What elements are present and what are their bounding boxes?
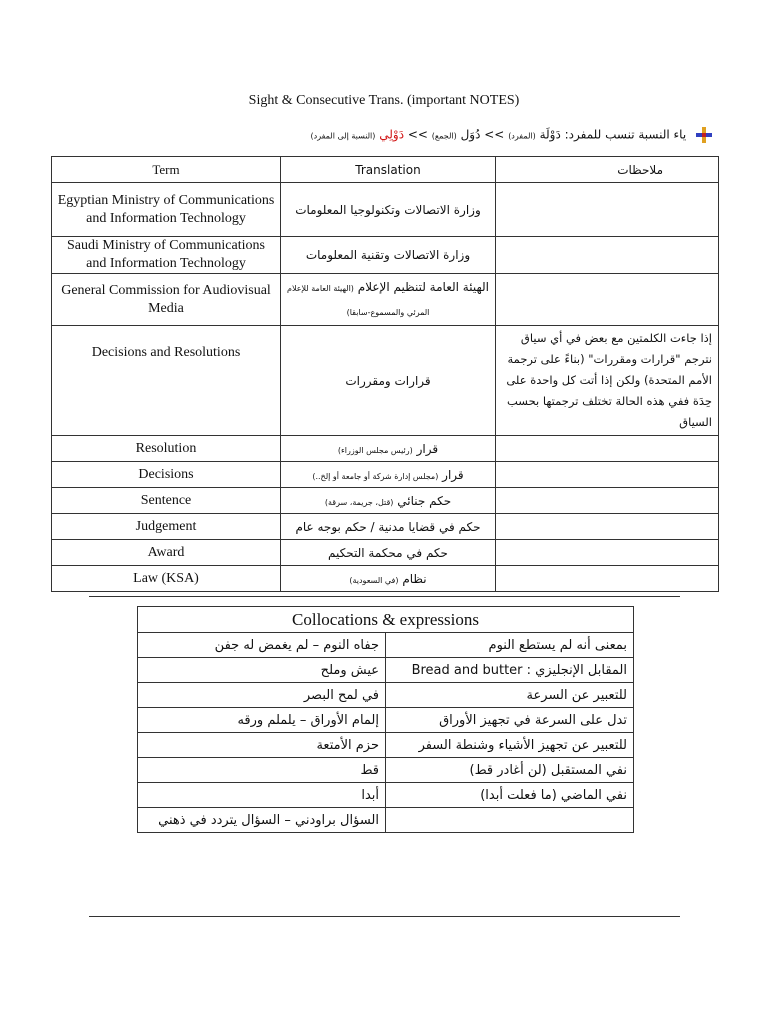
note-part1-small: (المفرد)	[508, 131, 536, 141]
note-part1: ياء النسبة تنسب للمفرد: دَوْلَة	[539, 127, 687, 142]
remark-cell	[496, 274, 719, 326]
table-row	[52, 566, 719, 592]
expression-cell: السؤال براودني – السؤال يتردد في ذهني	[138, 808, 386, 833]
expression-cell: إلمام الأوراق – يلملم ورقه	[138, 708, 386, 733]
expression-cell: في لمح البصر	[138, 683, 386, 708]
translation-cell	[281, 462, 496, 488]
term-cell: Sentence	[52, 488, 281, 514]
meaning-cell: للتعبير عن السرعة	[386, 683, 634, 708]
translation-text: وزارة الاتصالات وتقنية المعلومات	[305, 248, 471, 262]
table-row	[52, 514, 719, 540]
meaning-cell: نفي المستقبل (لن أغادر قط)	[386, 758, 634, 783]
term-cell: Decisions and Resolutions	[52, 326, 281, 436]
note-part2-small: (الجمع)	[431, 131, 457, 141]
collocations-header-row	[138, 607, 634, 633]
term-cell: Decisions	[52, 462, 281, 488]
translation-cell	[281, 274, 496, 326]
translation-note: (قتل، جريمة، سرقة)	[324, 497, 394, 507]
term-cell: Saudi Ministry of Communications and Information Technology	[52, 237, 281, 274]
collocations-table	[137, 606, 634, 833]
term-cell: General Commission for Audiovisual Media	[52, 274, 281, 326]
term-cell: Award	[52, 540, 281, 566]
table-row	[52, 436, 719, 462]
translation-cell	[281, 514, 496, 540]
table-row	[52, 183, 719, 237]
translation-note: (في السعودية)	[349, 575, 399, 585]
remark-cell	[496, 462, 719, 488]
meaning-cell	[386, 808, 634, 833]
translation-cell	[281, 183, 496, 237]
term-cell: Egyptian Ministry of Communications and Information Technology	[52, 183, 281, 237]
table-row	[138, 758, 634, 783]
remark-cell	[496, 183, 719, 237]
remark-cell	[496, 488, 719, 514]
meaning-cell: المقابل الإنجليزي : Bread and butter	[386, 658, 634, 683]
translation-text: حكم جنائي	[397, 493, 452, 508]
translation-cell	[281, 488, 496, 514]
table-row	[52, 540, 719, 566]
note-part2: >> دُوَل	[460, 127, 505, 142]
table-row	[138, 658, 634, 683]
translation-cell	[281, 237, 496, 274]
translation-text: قرارات ومقررات	[345, 373, 431, 388]
remark-cell	[496, 436, 719, 462]
note-part3: >>	[407, 127, 428, 142]
translation-text: حكم في محكمة التحكيم	[328, 545, 448, 560]
divider	[89, 916, 680, 917]
translation-cell	[281, 566, 496, 592]
table-row	[138, 733, 634, 758]
expression-cell: جفاه النوم – لم يغمض له جفن	[138, 633, 386, 658]
translation-text: حكم في قضايا مدنية / حكم بوجه عام	[295, 519, 481, 534]
table-row	[138, 808, 634, 833]
table-row	[138, 783, 634, 808]
plus-icon	[696, 127, 712, 143]
remark-cell	[496, 237, 719, 274]
expression-cell: قط	[138, 758, 386, 783]
expression-cell: عيش وملح	[138, 658, 386, 683]
meaning-cell: تدل على السرعة في تجهيز الأوراق	[386, 708, 634, 733]
header-notes: ملاحظات	[496, 157, 719, 183]
expression-cell: حزم الأمتعة	[138, 733, 386, 758]
remark-cell	[496, 514, 719, 540]
terms-table	[51, 156, 719, 592]
remark-cell	[496, 540, 719, 566]
translation-text: قرار	[416, 441, 439, 456]
translation-cell	[281, 326, 496, 436]
page-title: Sight & Consecutive Trans. (important NOTES)	[248, 93, 520, 108]
translation-text: قرار	[442, 467, 464, 482]
table-row	[52, 488, 719, 514]
collocations-title: Collocations & expressions	[138, 607, 634, 633]
translation-note: (رئيس مجلس الوزراء)	[337, 445, 413, 455]
divider	[89, 596, 680, 597]
nisba-note	[52, 127, 712, 143]
meaning-cell: نفي الماضي (ما فعلت أبدا)	[386, 783, 634, 808]
table-row	[52, 326, 719, 436]
translation-cell	[281, 436, 496, 462]
remark-cell	[496, 566, 719, 592]
table-row	[138, 683, 634, 708]
translation-cell	[281, 540, 496, 566]
table-row	[52, 462, 719, 488]
table-row	[138, 633, 634, 658]
meaning-cell: بمعنى أنه لم يستطع النوم	[386, 633, 634, 658]
expression-cell: أبدا	[138, 783, 386, 808]
translation-note: (الهيئة العامة للإعلام المرئي والمسموع-سابقا)	[287, 283, 430, 317]
header-translation: Translation	[281, 157, 496, 183]
translation-text: وزارة الاتصالات وتكنولوجيا المعلومات	[295, 202, 481, 217]
note-part3-small: (النسبة إلى المفرد)	[310, 131, 376, 141]
remark-cell: إذا جاءت الكلمتين مع بعض في أي سياق نترجم "قرارات ومقررات" (بناءً على ترجمة الأمم المتحدة) ولكن إذا أتت كل واحدة على حِدَة ففي هذه الحالة تختلف ترجمتها بحسب السياق	[496, 326, 719, 436]
translation-text: الهيئة العامة لتنظيم الإعلام	[357, 279, 489, 294]
header-term: Term	[52, 157, 281, 183]
table-row	[52, 274, 719, 326]
translation-text: نظام	[402, 571, 427, 586]
table-row	[52, 237, 719, 274]
translation-note: (مجلس إدارة شركة أو جامعة أو إلخ..)	[312, 471, 439, 481]
table-row	[138, 708, 634, 733]
term-cell: Resolution	[52, 436, 281, 462]
note-part3-red: دَوْلِي	[379, 127, 405, 142]
term-cell: Judgement	[52, 514, 281, 540]
term-cell: Law (KSA)	[52, 566, 281, 592]
terms-header-row	[52, 157, 719, 183]
meaning-cell: للتعبير عن تجهيز الأشياء وشنطة السفر	[386, 733, 634, 758]
